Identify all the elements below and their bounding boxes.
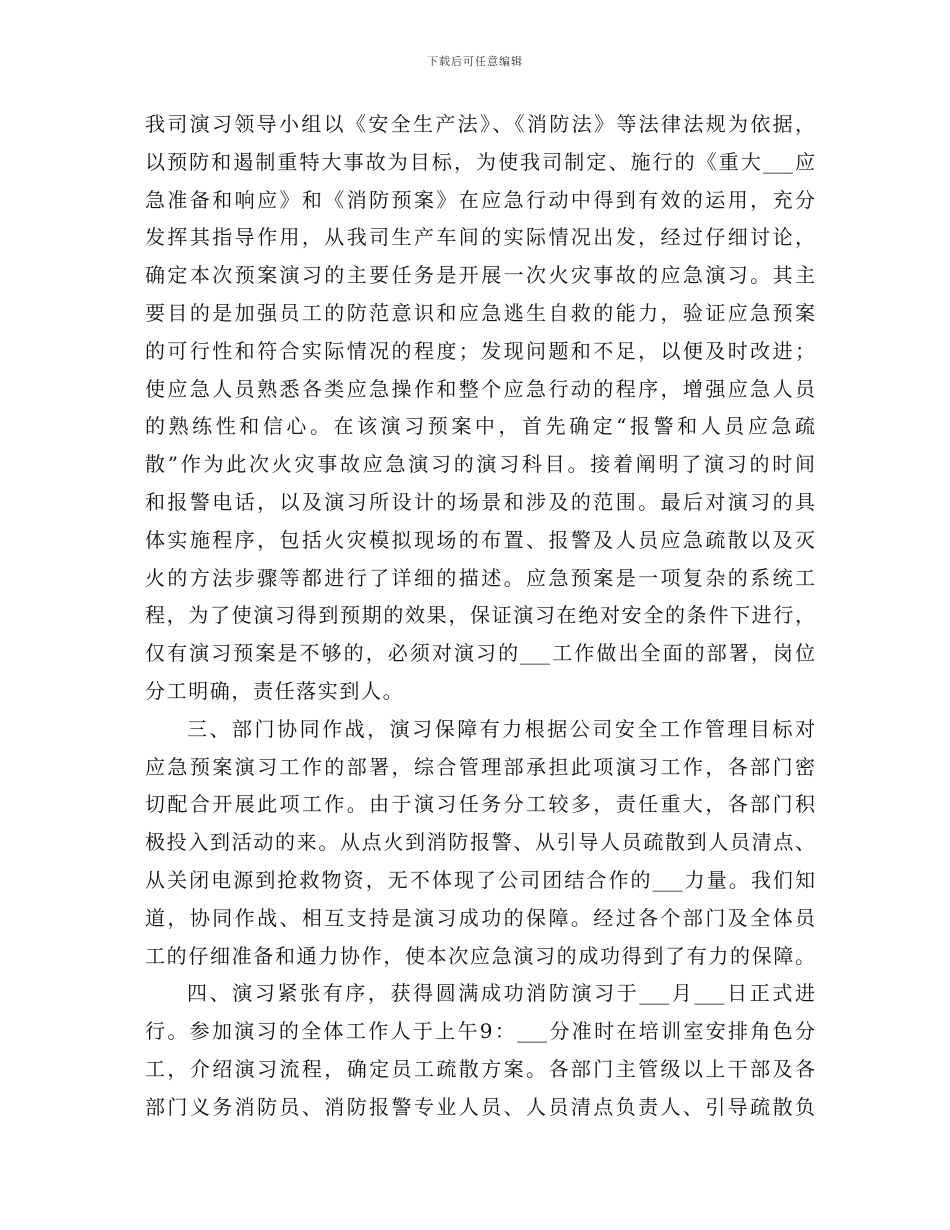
text-line: 应急预案演习工作的部署，综合管理部承担此项演习工作，各部门密 (145, 754, 815, 779)
text-line: 工，介绍演习流程，确定员工疏散方案。各部门主管级以上干部及各 (145, 1056, 815, 1081)
text-line: 体实施程序，包括火灾模拟现场的布置、报警及人员应急疏散以及灭 (145, 527, 815, 552)
text-line: 工的仔细准备和通力协作，使本次应急演习的成功得到了有力的保障。 (145, 943, 815, 968)
text-line: 急准备和响应》和《消防预案》在应急行动中得到有效的运用，充分 (145, 187, 815, 212)
paragraph-heading-line: 四、演习紧张有序，获得圆满成功消防演习于___月___日正式进 (187, 981, 815, 1006)
text-line: 发挥其指导作用，从我司生产车间的实际情况出发，经过仔细讨论， (145, 225, 815, 250)
text-line: 要目的是加强员工的防范意识和应急逃生自救的能力，验证应急预案 (145, 300, 815, 325)
text-line: 从关闭电源到抢救物资，无不体现了公司团结合作的___力量。我们知 (145, 867, 815, 892)
text-line: 和报警电话，以及演习所设计的场景和涉及的范围。最后对演习的具 (145, 489, 815, 514)
text-line: 极投入到活动的来。从点火到消防报警、从引导人员疏散到人员清点、 (145, 830, 815, 855)
text-line: 的熟练性和信心。在该演习预案中，首先确定“报警和人员应急疏 (145, 414, 815, 439)
document-body (145, 106, 815, 1127)
text-line: 确定本次预案演习的主要任务是开展一次火灾事故的应急演习。其主 (145, 263, 815, 288)
text-line: 仅有演习预案是不够的，必须对演习的___工作做出全面的部署，岗位 (145, 641, 815, 666)
text-line-paragraph-end: 分工明确，责任落实到人。 (145, 678, 405, 703)
text-line: 散”作为此次火灾事故应急演习的演习科目。接着阐明了演习的时间 (145, 452, 815, 477)
text-line: 道，协同作战、相互支持是演习成功的保障。经过各个部门及全体员 (145, 905, 815, 930)
text-line: 切配合开展此项工作。由于演习任务分工较多，责任重大，各部门积 (145, 792, 815, 817)
text-line: 行。参加演习的全体工作人于上午9：___分准时在培训室安排角色分 (145, 1019, 815, 1044)
text-line: 以预防和遏制重特大事故为目标，为使我司制定、施行的《重大___应 (145, 149, 815, 174)
text-line: 我司演习领导小组以《安全生产法》、《消防法》等法律法规为依据， (145, 112, 815, 136)
text-line: 的可行性和符合实际情况的程度；发现问题和不足，以便及时改进； (145, 338, 815, 363)
text-line: 火的方法步骤等都进行了详细的描述。应急预案是一项复杂的系统工 (145, 565, 815, 590)
text-line: 部门义务消防员、消防报警专业人员、人员清点负责人、引导疏散负 (145, 1094, 815, 1119)
page-header: 下载后可任意编辑 (427, 55, 523, 68)
text-line: 使应急人员熟悉各类应急操作和整个应急行动的程序，增强应急人员 (145, 376, 815, 401)
paragraph-heading-line: 三、部门协同作战，演习保障有力根据公司安全工作管理目标对 (187, 716, 815, 741)
text-line: 程，为了使演习得到预期的效果，保证演习在绝对安全的条件下进行， (145, 603, 815, 628)
